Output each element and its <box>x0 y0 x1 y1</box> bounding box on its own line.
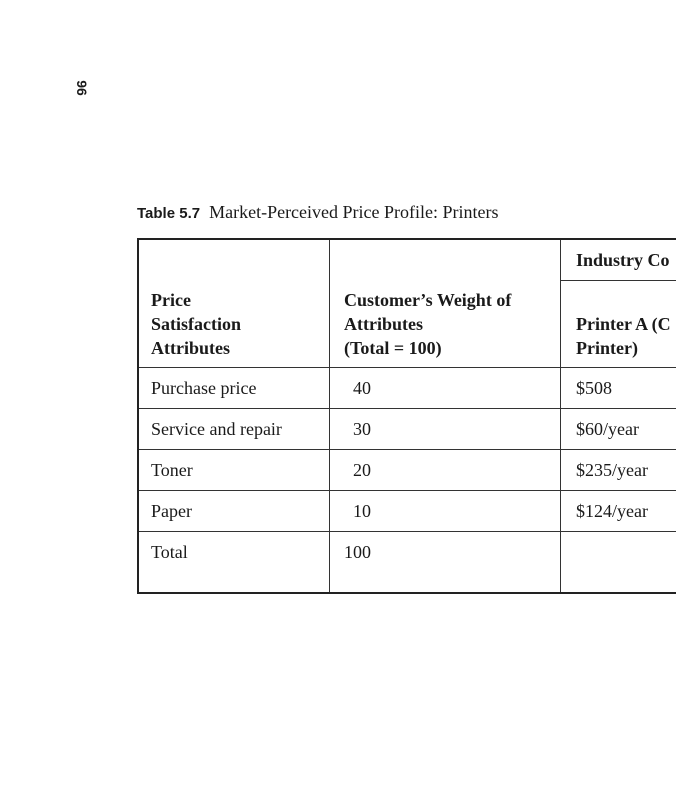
column-divider <box>329 240 330 592</box>
table-cell-attribute: Paper <box>151 501 192 521</box>
table-cell-weight: 20 <box>353 460 371 480</box>
group-header-divider <box>560 280 676 281</box>
header-weight: Customer’s Weight of Attributes (Total = 100) <box>344 290 512 358</box>
price-profile-table <box>137 238 676 594</box>
table-cell-attribute: Purchase price <box>151 378 257 398</box>
row-divider <box>139 408 676 409</box>
group-header-industry: Industry Co <box>576 250 670 270</box>
page-number: 96 <box>74 80 90 96</box>
header-printer-a: Printer A (C Printer) <box>576 314 671 358</box>
header-attributes: Price Satisfaction Attributes <box>151 290 241 358</box>
table-cell-total-weight: 100 <box>344 542 371 562</box>
table-cell-weight: 40 <box>353 378 371 398</box>
table-cell-weight: 10 <box>353 501 371 521</box>
table-caption-title: Market-Perceived Price Profile: Printers <box>209 202 499 222</box>
header-divider <box>139 367 676 368</box>
table-cell-weight: 30 <box>353 419 371 439</box>
table-cell-total-label: Total <box>151 542 188 562</box>
table-cell-attribute: Toner <box>151 460 193 480</box>
table-cell-printer-a: $508 <box>576 378 612 398</box>
column-divider <box>560 240 561 592</box>
table-cell-attribute: Service and repair <box>151 419 282 439</box>
table-cell-printer-a: $60/year <box>576 419 639 439</box>
table-caption <box>137 202 499 224</box>
row-divider <box>139 449 676 450</box>
table-cell-printer-a: $235/year <box>576 460 648 480</box>
row-divider <box>139 490 676 491</box>
table-cell-printer-a: $124/year <box>576 501 648 521</box>
table-caption-label: Table 5.7 <box>137 205 201 222</box>
row-divider <box>139 531 676 532</box>
